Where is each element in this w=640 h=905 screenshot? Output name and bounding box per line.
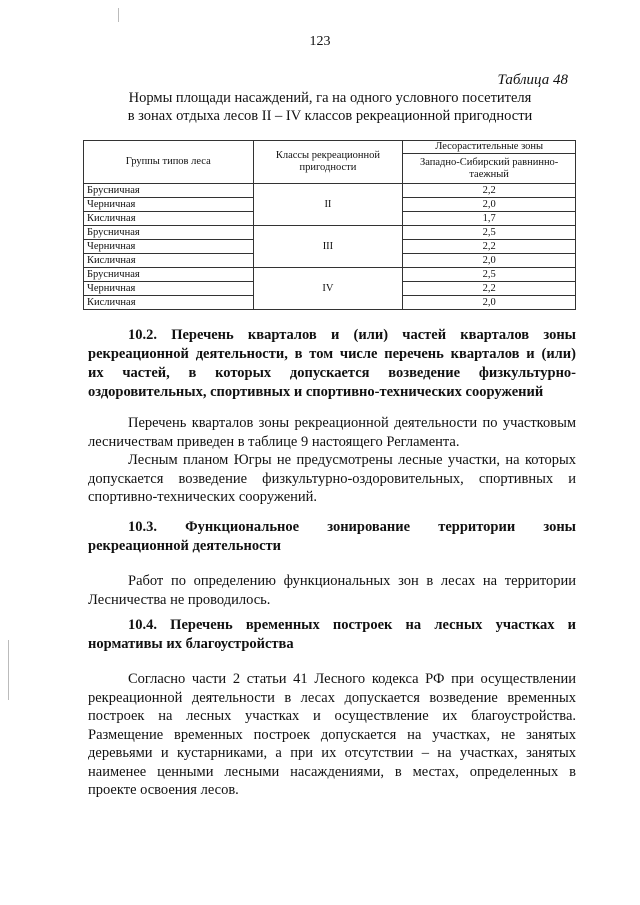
norm-value-cell: 2,5 [403, 268, 576, 282]
table-title-line: в зонах отдыха лесов II – IV классов рекреационной пригодности [127, 108, 533, 124]
section-10-3-heading [88, 518, 576, 556]
norm-value-cell: 2,2 [403, 282, 576, 296]
forest-type-cell: Брусничная [84, 268, 254, 282]
class-cell: III [253, 226, 403, 268]
section-10-4-heading [88, 616, 576, 654]
table-title-line: Нормы площади насаждений, га на одного условного посетителя [128, 90, 532, 106]
page-number: 123 [309, 34, 331, 49]
norm-value-cell: 2,2 [403, 184, 576, 198]
section-10-3-paragraph-1: Работ по определению функциональных зон в лесах на территории Лесничества не проводилось. [88, 573, 576, 608]
scan-margin-mark [118, 8, 119, 22]
forest-type-cell: Брусничная [84, 184, 254, 198]
heading-line: оздоровительных, спортивных и спортивно-технических сооружений [88, 384, 544, 400]
forest-type-cell: Кисличная [84, 212, 254, 226]
heading-line: их частей, в которых допускается возведение физкультурно- [88, 365, 576, 381]
forest-type-cell: Черничная [84, 282, 254, 296]
heading-line: нормативы их благоустройства [88, 636, 294, 652]
heading-line: 10.2. Перечень кварталов и (или) частей кварталов зоны [128, 327, 576, 343]
header-forest-zones: Лесорастительные зоны [403, 141, 576, 154]
norm-value-cell: 2,5 [403, 226, 576, 240]
scan-margin-mark [8, 640, 9, 700]
forest-type-cell: Черничная [84, 240, 254, 254]
class-cell: II [253, 184, 403, 226]
forest-type-cell: Брусничная [84, 226, 254, 240]
forest-type-cell: Черничная [84, 198, 254, 212]
header-forest-type-groups: Группы типов леса [84, 141, 254, 184]
header-zone-west-siberian: Западно-Сибирский равнинно-таежный [403, 154, 576, 184]
heading-line: 10.4. Перечень временных построек на лесных участках и [128, 617, 576, 633]
norm-value-cell: 1,7 [403, 212, 576, 226]
section-10-4-paragraph-1: Согласно части 2 статьи 41 Лесного кодекса РФ при осуществлении рекреационной деятельности в лесах допускается возведение временных построек на лесных участках и осуществление их благоустройства. Размещение временных построек допускается на участках, не занятых деревьями и кустарниками, а при их отсутствии – на участках, занятых наименее ценными лесными насаждениями, в местах, определенных в проекте освоения лесов. [88, 671, 576, 798]
class-cell: IV [253, 268, 403, 310]
norm-value-cell: 2,0 [403, 198, 576, 212]
forest-type-cell: Кисличная [84, 296, 254, 310]
section-10-2-heading [88, 326, 576, 402]
heading-line: рекреационной деятельности [88, 538, 281, 554]
norm-value-cell: 2,2 [403, 240, 576, 254]
norm-value-cell: 2,0 [403, 254, 576, 268]
forest-type-cell: Кисличная [84, 254, 254, 268]
header-recreation-classes: Классы рекреационной пригодности [253, 141, 403, 184]
norm-value-cell: 2,0 [403, 296, 576, 310]
table-title [100, 89, 560, 125]
heading-line: рекреационной деятельности, в том числе перечень кварталов и (или) [88, 346, 576, 362]
heading-line: 10.3. Функциональное зонирование территории зоны [128, 519, 576, 535]
table-label: Таблица 48 [497, 72, 568, 88]
section-10-2-paragraph-2: Лесным планом Югры не предусмотрены лесные участки, на которых допускается возведение физкультурно-оздоровительных, спортивных и спортивно-технических сооружений. [88, 452, 576, 505]
section-10-2-paragraph-1: Перечень кварталов зоны рекреационной деятельности по участковым лесничествам приведен в таблице 9 настоящего Регламента. [88, 415, 576, 450]
norms-table [83, 140, 576, 310]
